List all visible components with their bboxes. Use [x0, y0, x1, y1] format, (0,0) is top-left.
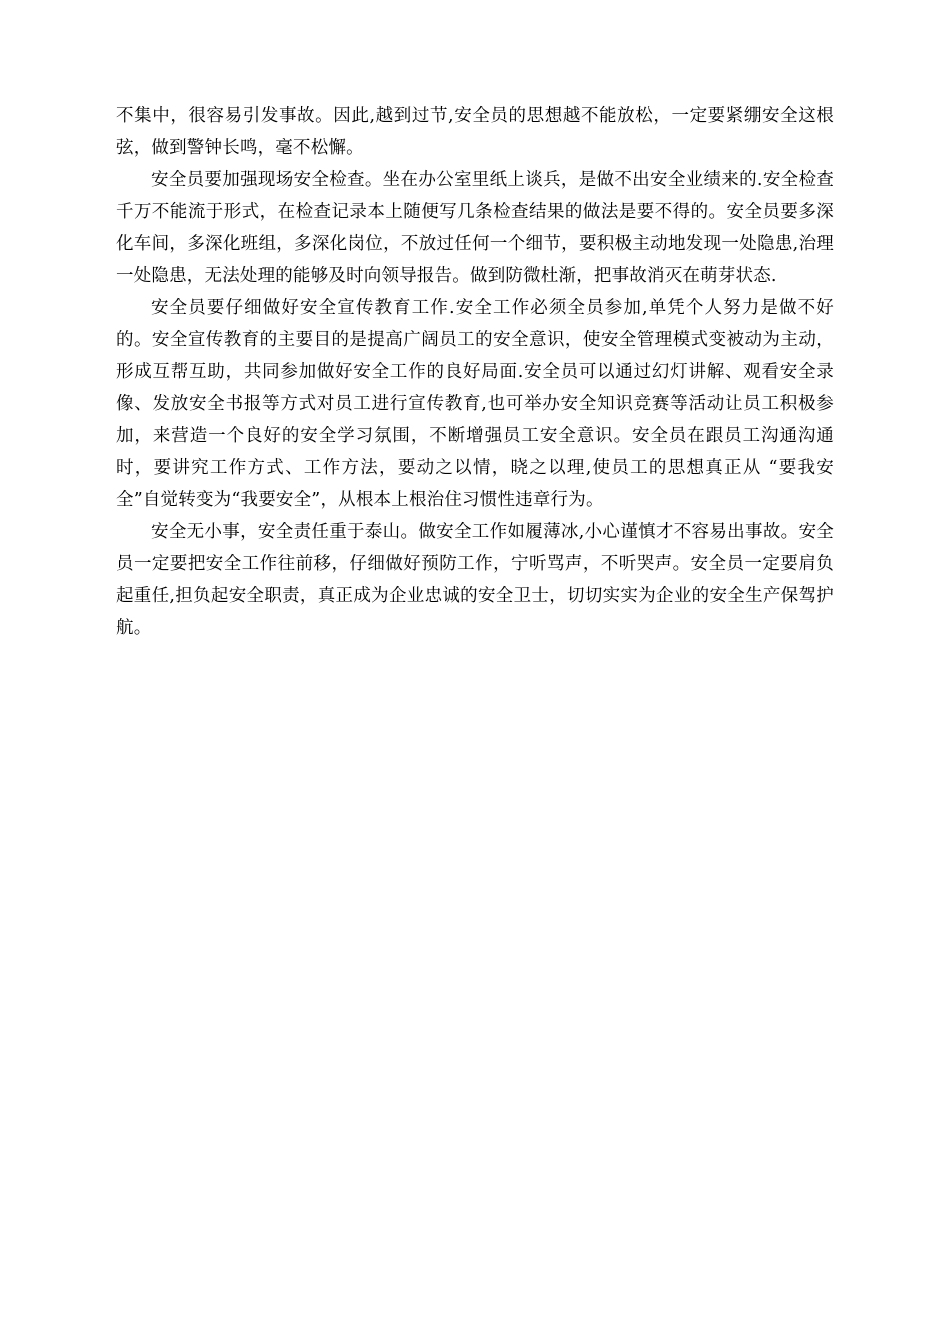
paragraph-conclusion: 安全无小事，安全责任重于泰山。做安全工作如履薄冰,小心谨慎才不容易出事故。安全员一定要把安全工作往前移，仔细做好预防工作，宁听骂声，不听哭声。安全员一定要肩负起重任,担负起安全职责，真正成为企业忠诚的安全卫士，切切实实为企业的安全生产保驾护航。: [116, 522, 834, 638]
paragraph-continuation: 不集中，很容易引发事故。因此,越到过节,安全员的思想越不能放松，一定要紧绷安全这根弦，做到警钟长鸣，毫不松懈。: [116, 106, 834, 158]
paragraph-safety-education: 安全员要仔细做好安全宣传教育工作.安全工作必须全员参加,单凭个人努力是做不好的。安全宣传教育的主要目的是提高广阔员工的安全意识，使安全管理模式变被动为主动，形成互帮互助，共同参加做好安全工作的良好局面.安全员可以通过幻灯讲解、观看安全录像、发放安全书报等方式对员工进行宣传教育,也可举办安全知识竞赛等活动让员工积极参加，来营造一个良好的安全学习氛围，不断增强员工安全意识。安全员在跟员工沟通沟通时，要讲究工作方式、工作方法，要动之以情，晓之以理,使员工的思想真正从 “要我安全”自觉转变为“我要安全”，从根本上根治住习惯性违章行为。: [116, 298, 834, 510]
paragraph-site-inspection: 安全员要加强现场安全检查。坐在办公室里纸上谈兵，是做不出安全业绩来的.安全检查千万不能流于形式，在检查记录本上随便写几条检查结果的做法是要不得的。安全员要多深化车间，多深化班组，多深化岗位，不放过任何一个细节，要积极主动地发现一处隐患,治理一处隐患，无法处理的能够及时向领导报告。做到防微杜渐，把事故消灭在萌芽状态.: [116, 170, 834, 286]
document-body: [116, 100, 834, 644]
